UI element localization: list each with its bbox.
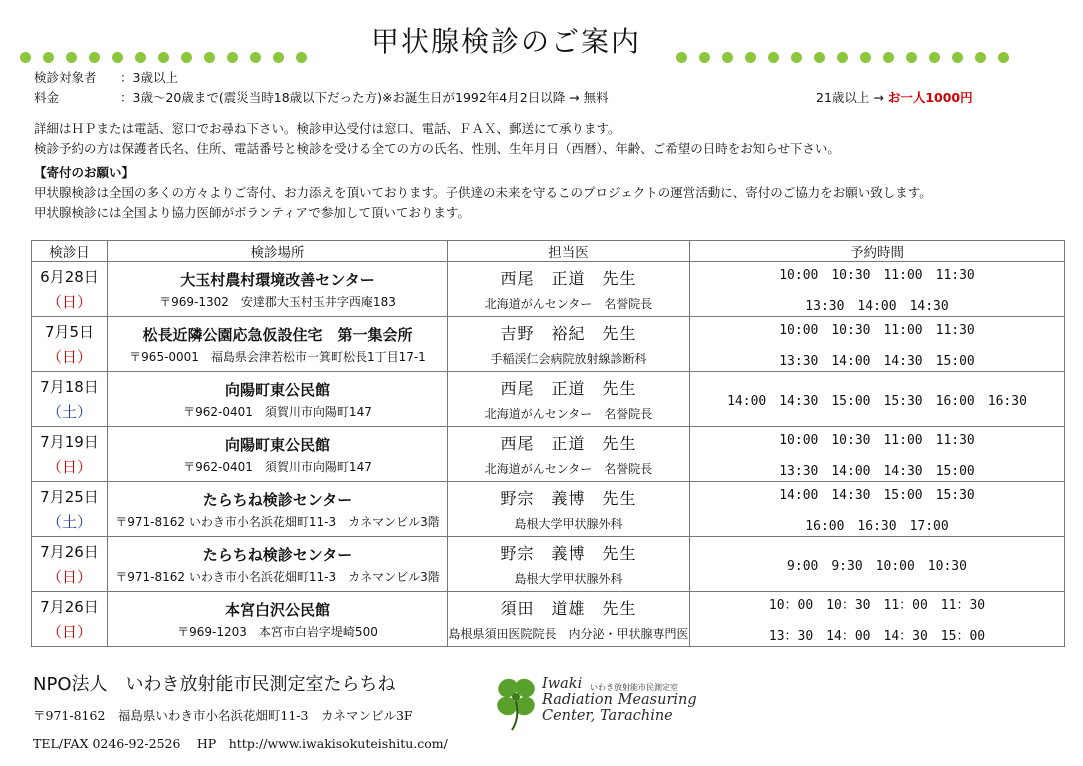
- time-slots: 10:00 10:30 11:00 11:30: [779, 268, 975, 283]
- logo-line: Radiation Measuring: [542, 692, 697, 708]
- org-address: 〒971-8162 福島県いわき市小名浜花畑町11-3 カネマンビル3F: [33, 708, 413, 723]
- logo-line: Iwaki: [542, 676, 583, 692]
- times-cell: [690, 537, 1065, 592]
- donation-heading: 【寄付のお願い】: [34, 165, 135, 180]
- place-cell: [108, 482, 448, 537]
- time-slots: 13:30 14:00 14:30: [805, 299, 949, 314]
- time-slots: 10:00 10:30 11:00 11:30: [779, 323, 975, 338]
- date-cell: [32, 427, 108, 482]
- place-name: たらちね検診センター: [202, 491, 353, 509]
- doctor-affiliation: 島根県須田医院院長 内分泌・甲状腺専門医: [448, 627, 689, 641]
- schedule-table: [31, 240, 1065, 647]
- fee-adult-price: お一人1000円: [887, 90, 973, 105]
- logo-jp-text: いわき放射能市民測定室: [590, 683, 678, 692]
- doctor-cell: [448, 592, 690, 647]
- logo-line: Center, Tarachine: [542, 708, 673, 724]
- day-of-week-text: （日）: [46, 293, 92, 311]
- fee-adult-prefix: 21歳以上 →: [816, 90, 888, 105]
- place-name: 向陽町東公民館: [224, 436, 330, 454]
- date-cell: [32, 317, 108, 372]
- notes-block: [34, 119, 932, 223]
- doctor-affiliation: 島根大学甲状腺外科: [514, 572, 623, 586]
- time-slots: 10：00 10：30 11：00 11：30: [768, 598, 986, 613]
- org-name: NPO法人 いわき放射能市民測定室たらちね: [33, 674, 396, 695]
- times-cell: [690, 482, 1065, 537]
- schedule-body: [32, 262, 1065, 647]
- time-slots: 13：30 14：00 14：30 15：00: [768, 629, 986, 644]
- place-name: 向陽町東公民館: [224, 381, 330, 399]
- fee-child: ：3歳～20歳まで(震災当時18歳以下だった方)※お誕生日が1992年4月2日以降 → 無料: [120, 90, 609, 105]
- footer: [33, 670, 448, 752]
- doctor-name: 野宗 義博 先生: [500, 489, 637, 508]
- day-of-week: [32, 346, 107, 367]
- place-name: たらちね検診センター: [202, 546, 353, 564]
- exam-date: 6月28日: [40, 268, 99, 286]
- times-cell: [690, 372, 1065, 427]
- place-address: 〒971-8162 いわき市小名浜花畑町11-3 カネマンビル3階: [115, 570, 440, 584]
- day-of-week-text: （土）: [46, 403, 92, 421]
- doctor-affiliation: 北海道がんセンター 名誉院長: [484, 297, 653, 311]
- donation-line: 甲状腺検診は全国の多くの方々よりご寄付、お力添えを頂いております。子供達の未来を守るこのプロジェクトの運営活動に、寄付のご協力をお願い致します。: [34, 185, 932, 200]
- place-cell: [108, 372, 448, 427]
- doctor-cell: [448, 262, 690, 317]
- header-date: 検診日: [32, 241, 108, 262]
- doctor-name: 吉野 裕紀 先生: [500, 324, 637, 343]
- fee-adult: [816, 88, 973, 108]
- table-row: [32, 427, 1065, 482]
- decorative-dots-left: [20, 52, 307, 63]
- header-times: 予約時間: [690, 241, 1065, 262]
- time-slots: 14:00 14:30 15:00 15:30 16:00 16:30: [727, 393, 1027, 409]
- day-of-week-text: （日）: [46, 568, 92, 586]
- place-cell: [108, 427, 448, 482]
- time-slots: 9:00 9:30 10:00 10:30: [787, 558, 967, 574]
- day-of-week-text: （日）: [46, 348, 92, 366]
- date-cell: [32, 372, 108, 427]
- place-address: 〒962-0401 須賀川市向陽町147: [183, 405, 372, 419]
- eligibility-info: [34, 68, 1064, 108]
- doctor-affiliation: 島根大学甲状腺外科: [514, 517, 623, 531]
- decorative-dots-right: [676, 52, 1009, 63]
- day-of-week-text: （日）: [46, 623, 92, 641]
- fee-row: [34, 88, 1064, 108]
- header-doctor: 担当医: [448, 241, 690, 262]
- exam-date: 7月26日: [40, 543, 99, 561]
- doctor-name: 須田 道雄 先生: [500, 599, 637, 618]
- date-cell: [32, 537, 108, 592]
- day-of-week: [32, 566, 107, 587]
- place-cell: [108, 537, 448, 592]
- place-name: 本宮白沢公民館: [224, 601, 330, 619]
- donation-line: 甲状腺検診には全国より協力医師がボランティアで参加して頂いております。: [34, 205, 470, 220]
- doctor-name: 西尾 正道 先生: [500, 434, 637, 453]
- doctor-cell: [448, 372, 690, 427]
- table-row: [32, 482, 1065, 537]
- day-of-week: [32, 511, 107, 532]
- place-cell: [108, 317, 448, 372]
- doctor-name: 野宗 義博 先生: [500, 544, 637, 563]
- doctor-cell: [448, 482, 690, 537]
- day-of-week: [32, 291, 107, 312]
- place-cell: [108, 592, 448, 647]
- eligibility-label: 検診対象者: [34, 70, 97, 85]
- doctor-cell: [448, 427, 690, 482]
- org-contact: TEL/FAX 0246-92-2526 HP http://www.iwakisokuteishitu.com/: [33, 736, 448, 751]
- doctor-name: 西尾 正道 先生: [500, 379, 637, 398]
- time-slots: 10:00 10:30 11:00 11:30: [779, 433, 975, 448]
- times-cell: [690, 262, 1065, 317]
- date-cell: [32, 262, 108, 317]
- place-name: 大玉村農村環境改善センター: [180, 271, 375, 289]
- clover-icon: [492, 674, 544, 734]
- place-address: 〒971-8162 いわき市小名浜花畑町11-3 カネマンビル3階: [115, 515, 440, 529]
- eligibility-row: [34, 68, 1064, 88]
- exam-date: 7月19日: [40, 433, 99, 451]
- day-of-week: [32, 456, 107, 477]
- table-header-row: [32, 241, 1065, 262]
- exam-date: 7月25日: [40, 488, 99, 506]
- table-row: [32, 592, 1065, 647]
- times-cell: [690, 317, 1065, 372]
- header-place: 検診場所: [108, 241, 448, 262]
- doctor-cell: [448, 537, 690, 592]
- note-line: 検診予約の方は保護者氏名、住所、電話番号と検診を受ける全ての方の氏名、性別、生年月日（西暦）、年齢、ご希望の日時をお知らせ下さい。: [34, 141, 840, 156]
- day-of-week: [32, 621, 107, 642]
- table-row: [32, 372, 1065, 427]
- page-title: 甲状腺検診のご案内: [371, 25, 642, 58]
- eligibility-value: ：3歳以上: [120, 70, 178, 85]
- doctor-affiliation: 手稲渓仁会病院放射線診断科: [490, 352, 647, 366]
- note-line: 詳細はＨＰまたは電話、窓口でお尋ね下さい。検診申込受付は窓口、電話、ＦＡＸ、郵送にて承ります。: [34, 121, 621, 136]
- day-of-week: [32, 401, 107, 422]
- place-name: 松長近隣公園応急仮設住宅 第一集会所: [142, 326, 413, 344]
- exam-date: 7月18日: [40, 378, 99, 396]
- title-row: [0, 16, 1083, 66]
- exam-date: 7月5日: [44, 323, 95, 341]
- time-slots: 13:30 14:00 14:30 15:00: [779, 354, 975, 369]
- doctor-affiliation: 北海道がんセンター 名誉院長: [484, 407, 653, 421]
- place-address: 〒965-0001 福島県会津若松市一箕町松長1丁目17-1: [129, 350, 426, 364]
- date-cell: [32, 592, 108, 647]
- day-of-week-text: （日）: [46, 458, 92, 476]
- place-address: 〒969-1203 本宮市白岩字堤崎500: [177, 625, 378, 639]
- table-row: [32, 262, 1065, 317]
- exam-date: 7月26日: [40, 598, 99, 616]
- doctor-name: 西尾 正道 先生: [500, 269, 637, 288]
- times-cell: [690, 592, 1065, 647]
- time-slots: 14:00 14:30 15:00 15:30: [779, 488, 975, 503]
- place-address: 〒969-1302 安達郡大玉村玉井字西庵183: [159, 295, 396, 309]
- place-address: 〒962-0401 須賀川市向陽町147: [183, 460, 372, 474]
- times-cell: [690, 427, 1065, 482]
- time-slots: 16:00 16:30 17:00: [805, 519, 949, 534]
- doctor-cell: [448, 317, 690, 372]
- fee-label: 料金: [34, 90, 60, 105]
- time-slots: 13:30 14:00 14:30 15:00: [779, 464, 975, 479]
- tarachine-logo: [492, 674, 697, 734]
- day-of-week-text: （土）: [46, 513, 92, 531]
- doctor-affiliation: 北海道がんセンター 名誉院長: [484, 462, 653, 476]
- place-cell: [108, 262, 448, 317]
- table-row: [32, 317, 1065, 372]
- table-row: [32, 537, 1065, 592]
- date-cell: [32, 482, 108, 537]
